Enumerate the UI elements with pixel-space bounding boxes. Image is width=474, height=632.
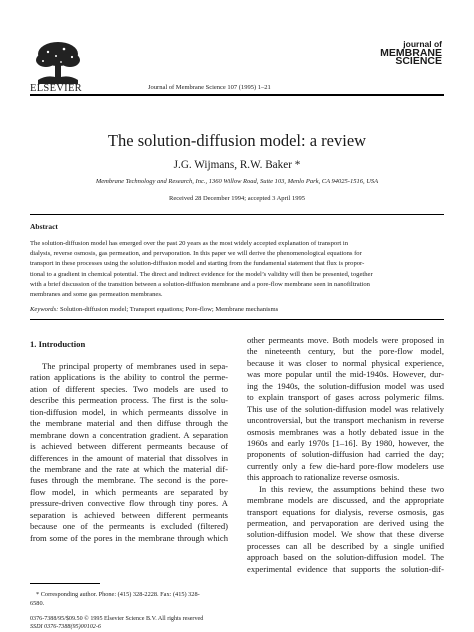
body-line: because it was closer to normal physical experience,	[247, 357, 444, 368]
body-line: differences in the amount of material that dissolves in	[30, 452, 228, 463]
body-line: This use of the solution-diffusion model was relatively	[247, 403, 444, 414]
elsevier-tree-logo	[34, 40, 82, 84]
body-line: other permeants move. Both models were proposed in	[247, 335, 444, 345]
abstract-line: membranes and some gas permeation membranes.	[30, 290, 163, 298]
body-line: describe this permeation process. The first is the solu-	[30, 395, 228, 406]
left-column	[30, 361, 228, 544]
ssdi-line: SSDI 0376-7388(95)00102-6	[30, 624, 101, 630]
body-line: The principal property of membranes used in sepa-	[42, 361, 228, 371]
body-line: because one of the permeants is excluded (filtered)	[30, 521, 228, 532]
body-line: In this review, the assumptions behind these two	[259, 483, 444, 494]
footnote-rule	[30, 583, 100, 584]
abstract-line: with a brief discussion of the transition between a solution-diffusion membrane and a pore-flow membrane seen in nanofiltration	[30, 280, 370, 288]
body-line: the membrane and the rate at which the material dif-	[30, 463, 228, 474]
right-column	[247, 335, 444, 575]
author-affiliation: Membrane Technology and Research, Inc., 1360 Willow Road, Suite 103, Menlo Park, CA 94025-1516, USA	[95, 178, 379, 185]
journal-logo-line: MEMBRANE	[380, 46, 442, 59]
body-line: processes can all be described by a single unified	[247, 540, 444, 551]
abstract-bottom-rule	[30, 319, 444, 320]
keywords	[30, 306, 444, 313]
body-line: from some of the pores in the membrane through which	[30, 532, 228, 543]
journal-reference: Journal of Membrane Science 107 (1995) 1–21	[148, 84, 271, 91]
body-line: is achieved between different permeants because of	[30, 441, 228, 452]
publisher-name: ELSEVIER	[30, 83, 82, 94]
abstract-top-rule	[30, 214, 444, 215]
body-line: this approach to rationalize reverse osmosis.	[247, 472, 400, 483]
body-line: tion-diffusion model, in which permeants dissolve in	[30, 406, 228, 417]
body-line: membrane down a concentration gradient. A separation	[30, 429, 228, 440]
copyright-line: 0376-7388/95/$09.50 © 1995 Elsevier Science B.V. All rights reserved	[30, 616, 204, 622]
journal-logo	[358, 40, 442, 66]
body-line: membrane models are discussed, and the appropriate	[247, 495, 444, 506]
journal-logo-line: SCIENCE	[395, 55, 442, 67]
header-divider	[30, 94, 444, 96]
copyright-notice	[30, 615, 280, 631]
abstract-line: The solution-diffusion model has emerged over the past 20 years as the most widely accepted explanation of transport in	[30, 240, 349, 247]
body-line: experimental evidence that supports the solution-dif-	[247, 563, 444, 574]
body-line: fuses through the membrane. The second is the pore-	[30, 475, 228, 486]
body-line: separation is achieved between different permeants	[30, 509, 228, 520]
abstract-body	[30, 239, 444, 300]
body-line: solution-diffusion model. We show that these diverse	[247, 529, 444, 540]
corresponding-author-footnote	[30, 590, 230, 608]
footnote-line: 6580.	[30, 600, 45, 607]
paper-title: The solution-diffusion model: a review	[107, 131, 367, 150]
body-line: ration applications is the ability to control the perme-	[30, 372, 228, 383]
body-line: permeation, and pervaporation are derived using the	[247, 518, 444, 528]
keywords-label: Keywords:	[30, 306, 59, 313]
paper-authors: J.G. Wijmans, R.W. Baker *	[173, 159, 301, 171]
journal-logo-line: journal of	[403, 39, 442, 49]
body-line: currently only a few die-hard pore-flow modelers use	[247, 460, 444, 471]
body-line: transport equations for dialysis, reverse osmosis, gas	[247, 506, 444, 517]
body-line: proponents of solution-diffusion had carried the day;	[247, 449, 444, 460]
body-line: to explain transport of gases across polymeric films.	[247, 392, 444, 403]
abstract-line: dialysis, reverse osmosis, gas permeation, and pervaporation. In this paper we will derive the phenomenological equations for	[30, 250, 362, 258]
footnote-line: * Corresponding author. Phone: (415) 328-2228. Fax: (415) 328-	[36, 591, 200, 598]
body-line: the nineteenth century, but the pore-flow model,	[247, 346, 444, 357]
abstract-line: transport in these processes using the solution-diffusion model and starting from the fundamental statement that flux is propor-	[30, 260, 365, 268]
body-line: uncontroversial, but the transport mechanism in reverse	[247, 415, 444, 426]
body-line: approach based on the solution-diffusion model. The	[247, 552, 444, 563]
section-heading: 1. Introduction	[30, 339, 86, 349]
body-line: osmosis membranes was a hotly debated issue in the	[247, 426, 444, 437]
body-line: flow model, in which permeants are separated by	[30, 486, 228, 497]
body-line: the membrane material and then diffuse through the	[30, 418, 228, 429]
body-line: was more popular until the mid-1940s. However, dur-	[247, 369, 444, 380]
body-line: ation of different species. Two models are used to	[30, 383, 228, 394]
body-line: pressure-driven convective flow through tiny pores. A	[30, 498, 228, 509]
body-line: ing the 1940s, the solution-diffusion model was used	[247, 380, 444, 391]
received-dates: Received 28 December 1994; accepted 3 April 1995	[169, 195, 305, 202]
body-line: 1960s and early 1970s [1–16]. By 1980, however, the	[247, 437, 444, 448]
abstract-line: tional to a gradient in chemical potential. The direct and indirect evidence for the model’s validity will then be presented, together	[30, 270, 373, 278]
keywords-list: Solution-diffusion model; Transport equations; Pore-flow; Membrane mechanisms	[59, 306, 279, 313]
abstract-heading: Abstract	[30, 222, 58, 231]
